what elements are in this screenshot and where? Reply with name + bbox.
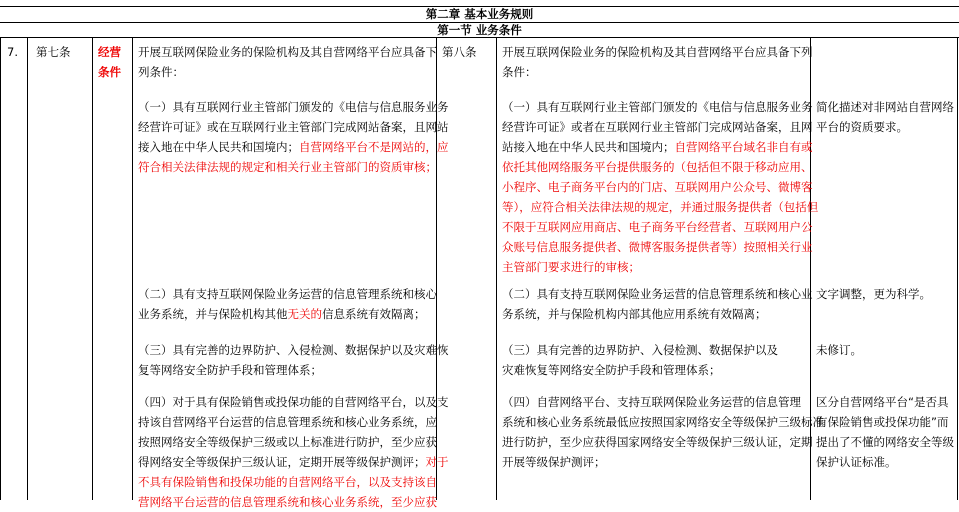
- new-clause-2-line: 务系统，并与保险机构内部其他应用系统有效隔离；: [502, 307, 767, 321]
- section-title: 第一节 业务条件: [0, 22, 959, 38]
- new-clause-4-line: （四）自营网络平台、支持互联网保险业务运营的信息管理: [502, 395, 801, 409]
- column-border: [92, 38, 93, 500]
- old-clause-1-text: 接入地在中华人民共和国境内；: [138, 140, 299, 154]
- note-4-line: 有保险销售或投保功能”而: [816, 415, 949, 429]
- old-clause-3-line: （三）具有完善的边界防护、入侵检测、数据保护以及灾难恢: [138, 343, 449, 357]
- note-4-line: 区分自营网络平台“是否具: [816, 395, 949, 409]
- chapter-title: 第二章 基本业务规则: [0, 6, 959, 22]
- new-clause-1-revision-line: 不限于互联网应用商店、电子商务平台经营者、互联网用户公: [502, 220, 813, 234]
- new-clause-1-revision-line: 等），应符合相关法律法规的规定，并通过服务提供者（包括但: [502, 200, 819, 214]
- note-4-line: 提出了不懂的网络安全等级: [816, 435, 954, 449]
- old-clause-2-line: （二）具有支持互联网保险业务运营的信息管理系统和核心: [138, 287, 437, 301]
- column-border: [496, 38, 497, 500]
- old-clause-1-line: [138, 137, 449, 157]
- old-clause-1-revision: 自营网络平台不是网站的，应: [299, 140, 449, 154]
- note-2: 文字调整，更为科学。: [816, 287, 931, 301]
- column-border: [132, 38, 133, 500]
- old-clause-1-line: 经营许可证》或在互联网行业主管部门完成网站备案，且网站: [138, 120, 449, 134]
- new-clause-1-revision-line: 依托其他网络服务平台提供服务的（包括但不限于移动应用、: [502, 160, 813, 174]
- old-clause-4-line: （四）对于具有保险销售或投保功能的自营网络平台，以及支: [138, 395, 449, 409]
- column-border: [0, 38, 1, 500]
- old-clause-4-line: 按照网络安全等级保护三级或以上标准进行防护，至少应获: [138, 435, 437, 449]
- new-intro-line: 条件：: [502, 65, 537, 79]
- new-clause-4-line: 系统和核心业务系统最低应按照国家网络安全等级保护三级标准: [502, 415, 824, 429]
- column-border: [957, 38, 958, 500]
- old-clause-4-revision-line: 营网络平台运营的信息管理系统和核心业务系统，至少应获: [138, 495, 437, 509]
- new-clause-1-revision-line: 主管部门要求进行的审核；: [502, 260, 640, 274]
- old-intro-line: 列条件：: [138, 65, 184, 79]
- new-clause-3-line: （三）具有完善的边界防护、入侵检测、数据保护以及: [502, 343, 778, 357]
- old-clause-2-text: 信息系统有效隔离；: [322, 307, 426, 321]
- row-number: 7.: [7, 45, 18, 59]
- new-clause-1-revision-line: 众账号信息服务提供者、微博客服务提供者等）按照相关行业: [502, 240, 813, 254]
- new-intro-line: 开展互联网保险业务的保险机构及其自营网络平台应具备下列: [502, 45, 813, 59]
- new-clause-4-line: 进行防护，至少应获得国家网络安全等级保护三级认证，定期: [502, 435, 813, 449]
- new-clause-4-line: 开展等级保护测评；: [502, 455, 606, 469]
- old-clause-4-text: 得网络安全等级保护三级认证，定期开展等级保护测评；: [138, 455, 426, 469]
- new-clause-1-revision: 自营网络平台域名非自有或: [674, 140, 813, 154]
- new-clause-1-line: （一）具有互联网行业主管部门颁发的《电信与信息服务业务: [502, 100, 813, 114]
- old-clause-2-line: [138, 304, 426, 324]
- old-clause-4-revision: 对于: [425, 455, 449, 469]
- old-clause-2-text: 业务系统，并与保险机构其他: [138, 307, 288, 321]
- new-clause-1-revision-line: 小程序、电子商务平台内的门店、互联网用户公众号、微博客: [502, 180, 813, 194]
- new-clause-1-line: 经营许可证》或者在互联网行业主管部门完成网站备案，且网: [502, 120, 813, 134]
- note-1-line: 平台的资质要求。: [816, 120, 908, 134]
- new-clause-1-text: 站接入地在中华人民共和国境内；: [502, 140, 675, 154]
- note-4-line: 保护认证标准。: [816, 455, 897, 469]
- old-article-label: 第七条: [36, 45, 71, 59]
- column-border: [27, 38, 28, 500]
- new-clause-2-line: （二）具有支持互联网保险业务运营的信息管理系统和核心业: [502, 287, 813, 301]
- topic-label-line-2: 条件: [98, 65, 121, 79]
- old-clause-2-revision: 无关的: [287, 307, 322, 321]
- old-clause-1-revision-line: 符合相关法律法规的规定和相关行业主管部门的资质审核；: [138, 160, 437, 174]
- old-clause-3-line: 复等网络安全防护手段和管理体系；: [138, 363, 322, 377]
- old-clause-4-revision-line: 不具有保险销售和投保功能的自营网络平台，以及支持该自: [138, 475, 437, 489]
- old-clause-4-line: [138, 452, 449, 472]
- old-clause-1-line: （一）具有互联网行业主管部门颁发的《电信与信息服务业务: [138, 100, 449, 114]
- new-article-label: 第八条: [442, 45, 477, 59]
- note-3: 未修订。: [816, 343, 862, 357]
- new-clause-1-line: [502, 137, 813, 157]
- topic-label-line-1: 经营: [98, 45, 121, 59]
- note-1-line: 简化描述对非网站自营网络: [816, 100, 954, 114]
- old-intro-line: 开展互联网保险业务的保险机构及其自营网络平台应具备下: [138, 45, 437, 59]
- new-clause-3-line: 灾难恢复等网络安全防护手段和管理体系；: [502, 363, 721, 377]
- old-clause-4-line: 持该自营网络平台运营的信息管理系统和核心业务系统，应: [138, 415, 437, 429]
